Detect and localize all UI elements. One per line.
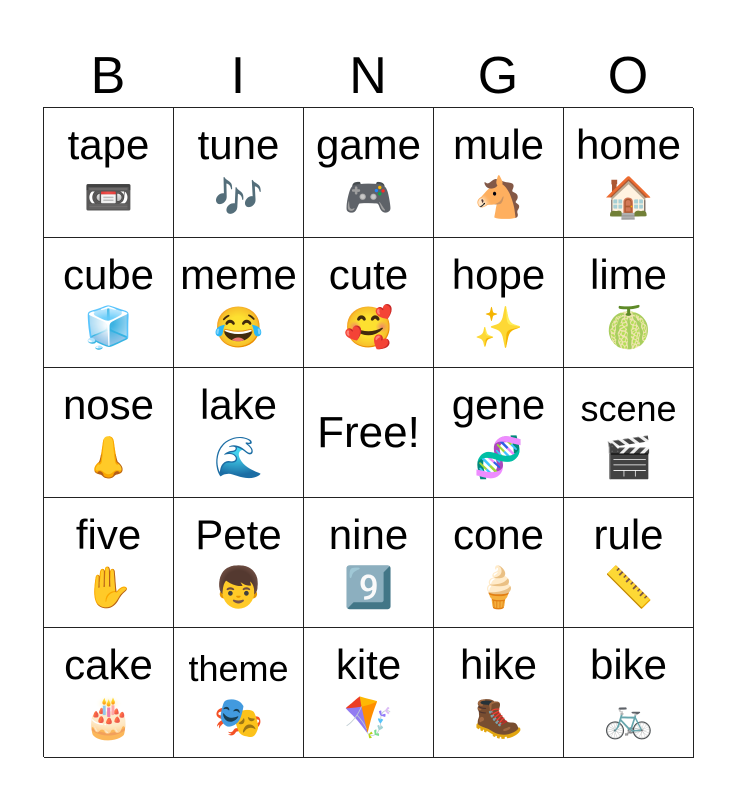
cell-word: nose (62, 381, 155, 428)
tears-of-joy-icon: 😂 (213, 306, 264, 350)
bingo-cell-tune[interactable] (174, 108, 304, 238)
birthday-cake-icon: 🎂 (83, 696, 134, 740)
bingo-cell-cone[interactable] (434, 498, 564, 628)
cell-word: lime (589, 251, 667, 298)
cell-word: Pete (195, 511, 282, 558)
header-letter-b: B (90, 47, 126, 105)
ice-cube-icon: 🧊 (83, 306, 134, 350)
bingo-cell-nose[interactable] (44, 368, 174, 498)
bingo-cell-home[interactable] (564, 108, 694, 238)
bingo-cell-hope[interactable] (434, 238, 564, 368)
bingo-cell-cake[interactable] (44, 628, 174, 758)
header-letter-i: I (230, 47, 246, 105)
cell-word: bike (589, 641, 668, 688)
keycap-nine-icon: 9️⃣ (343, 566, 394, 610)
cell-word: game (315, 121, 422, 168)
bingo-cell-rule[interactable] (564, 498, 694, 628)
clapper-board-icon: 🎬 (603, 436, 654, 480)
bingo-cell-nine[interactable] (304, 498, 434, 628)
free-space-cell[interactable] (304, 368, 434, 498)
cell-word: cone (452, 511, 545, 558)
bingo-board (43, 107, 693, 757)
bingo-cell-scene[interactable] (564, 368, 694, 498)
cell-word: five (75, 511, 142, 558)
kite-icon: 🪁 (343, 696, 394, 740)
bingo-cell-lime[interactable] (564, 238, 694, 368)
bingo-cell-tape[interactable] (44, 108, 174, 238)
header-letter-g: G (477, 47, 519, 105)
house-icon: 🏠 (603, 176, 654, 220)
boy-icon: 👦 (213, 566, 264, 610)
raised-hand-icon: ✋ (83, 566, 134, 610)
bingo-cell-theme[interactable] (174, 628, 304, 758)
bingo-cell-kite[interactable] (304, 628, 434, 758)
cell-word: tape (67, 121, 150, 168)
bingo-cell-mule[interactable] (434, 108, 564, 238)
music-notes-icon: 🎶 (213, 176, 264, 220)
nose-icon: 👃 (83, 436, 134, 480)
bingo-cell-game[interactable] (304, 108, 434, 238)
cell-word: kite (335, 641, 402, 688)
bingo-header (43, 46, 693, 106)
videocassette-icon: 📼 (83, 176, 134, 220)
performing-arts-icon: 🎭 (213, 696, 264, 740)
cell-word: cube (62, 251, 155, 298)
cell-word: mule (452, 121, 545, 168)
bingo-cell-five[interactable] (44, 498, 174, 628)
bingo-cell-cute[interactable] (304, 238, 434, 368)
water-wave-icon: 🌊 (213, 436, 264, 480)
cell-word: home (575, 121, 682, 168)
hiking-boot-icon: 🥾 (473, 696, 524, 740)
bingo-cell-pete[interactable] (174, 498, 304, 628)
smiling-hearts-icon: 🥰 (343, 306, 394, 350)
cell-word: hope (451, 251, 546, 298)
cell-word: scene (580, 388, 677, 429)
header-letter-o: O (607, 47, 649, 105)
cell-word: hike (459, 641, 538, 688)
sparkles-icon: ✨ (473, 306, 524, 350)
horse-face-icon: 🐴 (473, 176, 524, 220)
free-space-label: Free! (317, 408, 420, 457)
cell-word: lake (199, 381, 278, 428)
cell-word: meme (180, 251, 297, 298)
bingo-cell-cube[interactable] (44, 238, 174, 368)
bicycle-icon: 🚲 (603, 696, 654, 740)
bingo-cell-hike[interactable] (434, 628, 564, 758)
dna-icon: 🧬 (473, 436, 524, 480)
bingo-cell-bike[interactable] (564, 628, 694, 758)
cell-word: rule (593, 511, 664, 558)
cell-word: gene (451, 381, 546, 428)
cell-word: nine (328, 511, 409, 558)
bingo-cell-lake[interactable] (174, 368, 304, 498)
cell-word: cake (64, 641, 153, 688)
ruler-icon: 📏 (603, 566, 654, 610)
melon-icon: 🍈 (603, 306, 654, 350)
cell-word: tune (197, 121, 280, 168)
game-controller-icon: 🎮 (343, 176, 394, 220)
cell-word: cute (328, 251, 409, 298)
header-letter-n: N (349, 47, 387, 105)
ice-cream-cone-icon: 🍦 (473, 566, 524, 610)
cell-word: theme (188, 648, 289, 689)
bingo-cell-gene[interactable] (434, 368, 564, 498)
bingo-cell-meme[interactable] (174, 238, 304, 368)
